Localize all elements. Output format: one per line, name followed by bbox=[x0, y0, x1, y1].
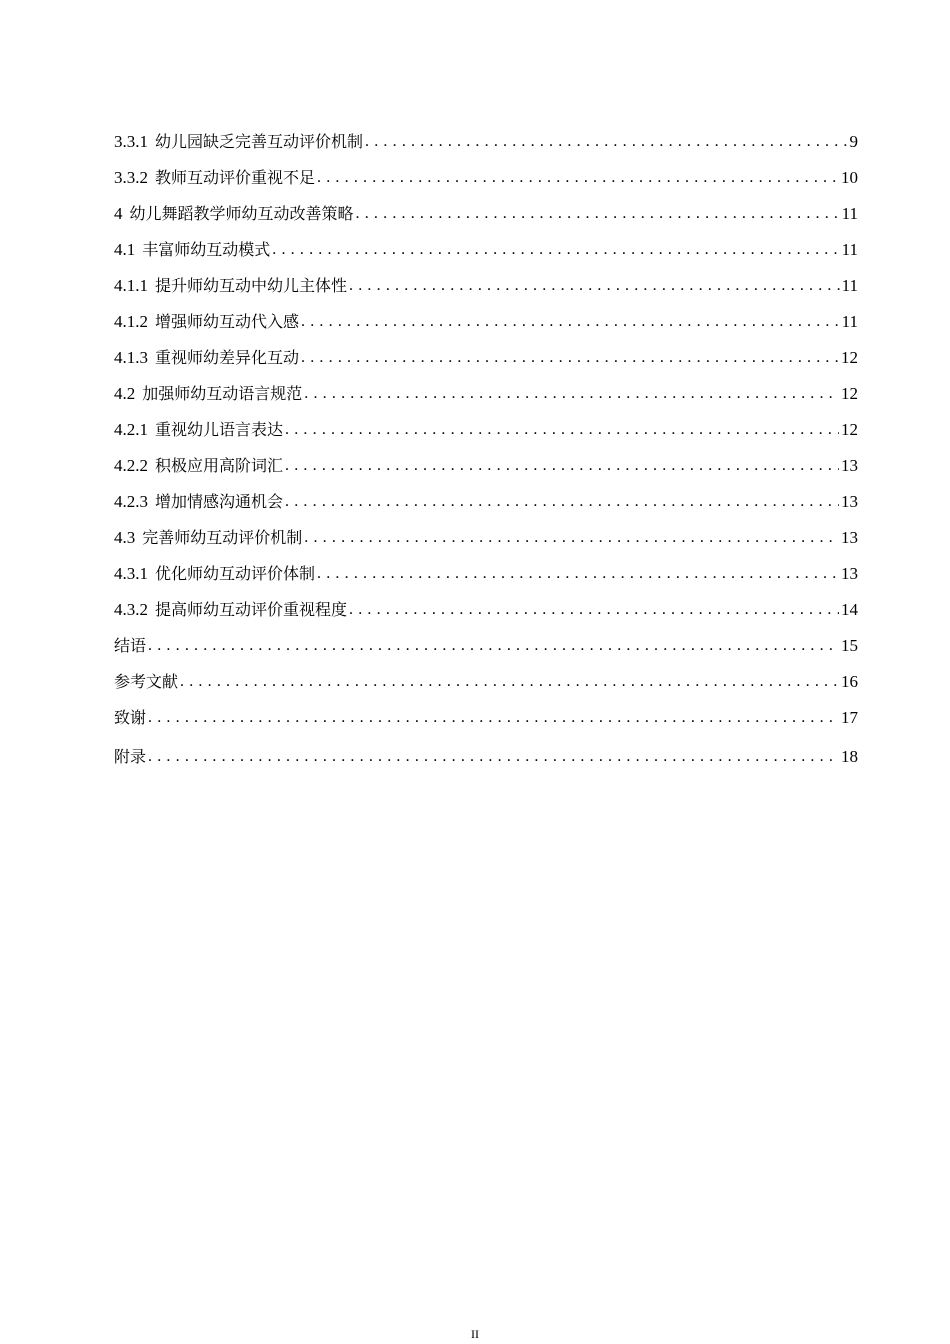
toc-entry[interactable] bbox=[114, 548, 858, 584]
toc-section-number: 4.2.3 bbox=[114, 492, 148, 511]
toc-page-number: 13 bbox=[841, 492, 858, 511]
toc-entry[interactable] bbox=[114, 440, 858, 476]
toc-dot-leader bbox=[148, 708, 839, 728]
toc-dot-leader bbox=[180, 672, 839, 692]
toc-page-number: 13 bbox=[841, 528, 858, 547]
toc-entry[interactable] bbox=[114, 260, 858, 296]
toc-page-number: 11 bbox=[841, 312, 858, 331]
toc-section-title: 完善师幼互动评价机制 bbox=[142, 528, 303, 547]
toc-section-number: 4.2.2 bbox=[114, 456, 148, 475]
toc-section-number: 4.3.1 bbox=[114, 564, 148, 583]
toc-section-title: 附录 bbox=[114, 747, 147, 766]
toc-page-number: 11 bbox=[841, 204, 858, 223]
toc-section-number: 4 bbox=[114, 204, 123, 223]
toc-entry[interactable] bbox=[114, 188, 858, 224]
toc-entry[interactable] bbox=[114, 332, 858, 368]
toc-section-number: 4.2.1 bbox=[114, 420, 148, 439]
toc-entry[interactable] bbox=[114, 152, 858, 188]
toc-entry[interactable] bbox=[114, 728, 858, 767]
toc-page-number: 13 bbox=[841, 456, 858, 475]
toc-section-title: 丰富师幼互动模式 bbox=[142, 240, 271, 259]
toc-entry[interactable] bbox=[114, 116, 858, 152]
toc-section-title: 增强师幼互动代入感 bbox=[155, 312, 300, 331]
toc-page-number: 13 bbox=[841, 564, 858, 583]
table-of-contents bbox=[114, 116, 858, 767]
toc-page-number: 16 bbox=[841, 672, 858, 691]
toc-section-number: 4.1.2 bbox=[114, 312, 148, 331]
toc-dot-leader bbox=[365, 132, 847, 152]
toc-dot-leader bbox=[285, 492, 839, 512]
toc-page-number: 12 bbox=[841, 348, 858, 367]
toc-entry[interactable] bbox=[114, 620, 858, 656]
toc-dot-leader bbox=[272, 240, 839, 260]
toc-section-number: 4.3 bbox=[114, 528, 136, 547]
toc-page-number: 17 bbox=[841, 708, 858, 727]
toc-entry[interactable] bbox=[114, 656, 858, 692]
toc-section-number: 3.3.1 bbox=[114, 132, 148, 151]
toc-page-number: 15 bbox=[841, 636, 858, 655]
toc-section-number: 4.1.3 bbox=[114, 348, 148, 367]
toc-section-number: 4.3.2 bbox=[114, 600, 148, 619]
toc-section-title: 增加情感沟通机会 bbox=[155, 492, 284, 511]
toc-section-number: 4.1 bbox=[114, 240, 136, 259]
toc-entry[interactable] bbox=[114, 368, 858, 404]
toc-dot-leader bbox=[301, 312, 840, 332]
toc-dot-leader bbox=[148, 636, 839, 656]
toc-dot-leader bbox=[148, 747, 839, 767]
toc-page-number: 11 bbox=[841, 276, 858, 295]
toc-entry[interactable] bbox=[114, 404, 858, 440]
toc-entry[interactable] bbox=[114, 476, 858, 512]
toc-dot-leader bbox=[356, 204, 840, 224]
toc-dot-leader bbox=[349, 600, 839, 620]
page-footer-number: II bbox=[471, 1327, 479, 1341]
toc-page-number: 18 bbox=[841, 747, 858, 766]
toc-entry[interactable] bbox=[114, 296, 858, 332]
toc-section-title: 重视幼儿语言表达 bbox=[155, 420, 284, 439]
toc-dot-leader bbox=[317, 168, 839, 188]
toc-section-title: 幼儿园缺乏完善互动评价机制 bbox=[155, 132, 364, 151]
toc-section-number: 3.3.2 bbox=[114, 168, 148, 187]
toc-entry[interactable] bbox=[114, 584, 858, 620]
toc-section-title: 积极应用高阶词汇 bbox=[155, 456, 284, 475]
toc-page-number: 10 bbox=[841, 168, 858, 187]
toc-section-title: 提高师幼互动评价重视程度 bbox=[155, 600, 348, 619]
toc-section-title: 提升师幼互动中幼儿主体性 bbox=[155, 276, 348, 295]
toc-entry[interactable] bbox=[114, 512, 858, 548]
toc-dot-leader bbox=[285, 420, 839, 440]
toc-section-title: 幼儿舞蹈教学师幼互动改善策略 bbox=[129, 204, 354, 223]
toc-section-number: 4.2 bbox=[114, 384, 136, 403]
toc-section-title: 优化师幼互动评价体制 bbox=[155, 564, 316, 583]
toc-section-number: 4.1.1 bbox=[114, 276, 148, 295]
toc-page-number: 14 bbox=[841, 600, 858, 619]
toc-section-title: 致谢 bbox=[114, 708, 147, 727]
toc-section-title: 参考文献 bbox=[114, 672, 179, 691]
toc-entry[interactable] bbox=[114, 692, 858, 728]
toc-dot-leader bbox=[304, 528, 839, 548]
toc-page-number: 11 bbox=[841, 240, 858, 259]
toc-section-title: 加强师幼互动语言规范 bbox=[142, 384, 303, 403]
toc-section-title: 重视师幼差异化互动 bbox=[155, 348, 300, 367]
toc-dot-leader bbox=[349, 276, 840, 296]
toc-page-number: 9 bbox=[849, 132, 858, 151]
toc-page-number: 12 bbox=[841, 384, 858, 403]
toc-entry[interactable] bbox=[114, 224, 858, 260]
toc-section-title: 结语 bbox=[114, 636, 147, 655]
toc-section-title: 教师互动评价重视不足 bbox=[155, 168, 316, 187]
toc-dot-leader bbox=[301, 348, 839, 368]
toc-dot-leader bbox=[285, 456, 839, 476]
toc-dot-leader bbox=[304, 384, 839, 404]
toc-page-number: 12 bbox=[841, 420, 858, 439]
toc-dot-leader bbox=[317, 564, 839, 584]
